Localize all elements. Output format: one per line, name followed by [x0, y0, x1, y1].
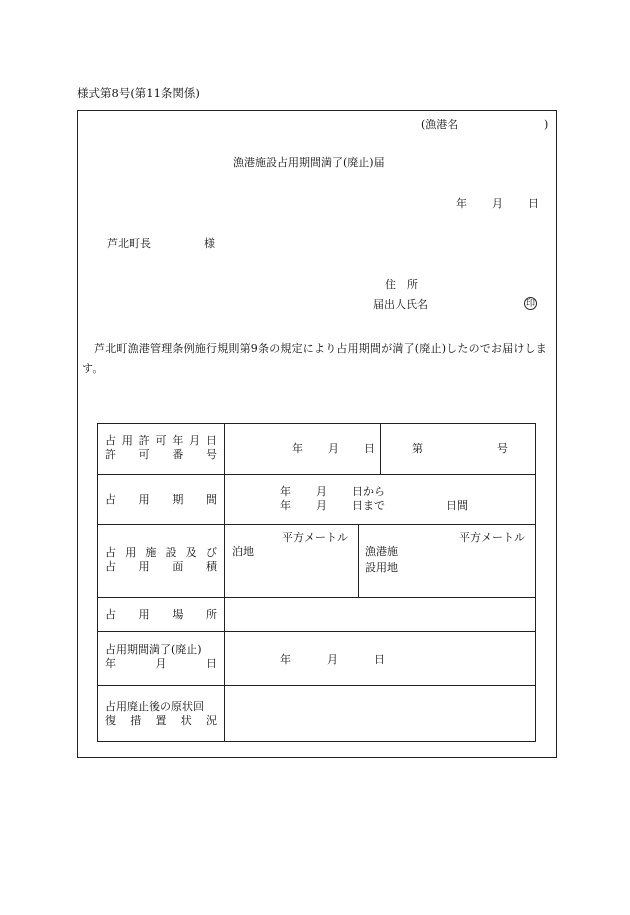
facility-area-label	[105, 546, 217, 574]
table-border-left	[97, 423, 98, 742]
occupancy-location-field[interactable]	[229, 602, 529, 628]
expiration-day: 日	[374, 653, 385, 666]
applicant-name-field[interactable]	[438, 295, 518, 311]
expiration-date-field[interactable]	[229, 637, 529, 681]
expiration-label: 占用期間満了(廃止)	[105, 643, 202, 656]
restoration-status-field[interactable]	[229, 690, 529, 736]
harbor-name-close: )	[544, 118, 549, 131]
harbor-name-field[interactable]	[462, 117, 540, 131]
period-from-month: 月	[316, 485, 327, 498]
application-table	[97, 423, 536, 742]
permit-number-prefix: 第	[412, 442, 423, 455]
table-border-top	[97, 423, 536, 424]
row-divider-3	[97, 597, 536, 598]
period-days: 日間	[446, 499, 468, 512]
permit-number-label: 許 可 番 号	[105, 448, 217, 461]
row-divider-2	[97, 524, 536, 525]
addressee-honorific: 様	[204, 237, 215, 250]
restoration-status-label	[105, 700, 217, 728]
row-divider-5	[97, 685, 536, 686]
expiration-year: 年	[280, 653, 291, 666]
permit-date-label: 占 用 許 可 年 月 日	[105, 434, 217, 447]
permit-date-year: 年	[292, 442, 303, 455]
occupancy-period-field[interactable]	[229, 479, 529, 519]
facility-land-label-1: 漁港施	[365, 545, 398, 558]
expiration-month: 月	[327, 653, 338, 666]
period-to-year: 年	[280, 499, 291, 512]
permit-date-day: 日	[364, 442, 375, 455]
restoration-label: 占用廃止後の原状回	[105, 700, 204, 713]
applicant-address-label: 住 所	[385, 278, 418, 291]
row-divider-4	[97, 631, 536, 632]
anchorage-area-field[interactable]	[257, 547, 353, 591]
body-text: 芦北町漁港管理条例施行規則第9条の規定により占用期間が満了(廃止)したのでお届けします。	[82, 342, 547, 375]
period-to-day: 日まで	[352, 499, 385, 512]
permit-number-suffix: 号	[497, 442, 508, 455]
facility-label: 占 用 施 設 及 び	[105, 546, 217, 559]
facility-land-unit: 平方メートル	[459, 531, 525, 544]
row1-value-divider	[380, 423, 381, 475]
restoration-status-units: 復 措 置 状 況	[105, 714, 217, 727]
permit-number-field[interactable]	[427, 429, 493, 469]
occupancy-period-label: 占 用 期 間	[105, 493, 217, 506]
seal-mark: 印	[525, 299, 535, 309]
row3-value-divider	[358, 524, 359, 598]
facility-land-label-2: 設用地	[365, 561, 398, 574]
date-month: 月	[492, 197, 503, 210]
date-year: 年	[456, 197, 467, 210]
table-border-bottom	[97, 741, 536, 742]
facility-land-area-field[interactable]	[402, 547, 530, 591]
harbor-name-label: (漁港名	[421, 118, 459, 131]
addressee-name: 芦北町長	[107, 237, 151, 250]
permit-date-month: 月	[328, 442, 339, 455]
period-from-day: 日から	[352, 485, 385, 498]
applicant-address-field[interactable]	[430, 275, 540, 291]
permit-date-field[interactable]	[229, 429, 375, 469]
period-to-month: 月	[316, 499, 327, 512]
expiration-date-label	[105, 643, 217, 671]
permit-date-number-label	[105, 434, 217, 462]
date-day: 日	[528, 197, 539, 210]
applicant-name-label: 届出人氏名	[373, 298, 428, 311]
period-from-year: 年	[280, 485, 291, 498]
anchorage-label: 泊地	[232, 545, 254, 558]
area-label: 占 用 面 積	[105, 560, 217, 573]
label-column-divider	[224, 423, 225, 742]
occupancy-location-label: 占 用 場 所	[105, 608, 217, 621]
anchorage-unit: 平方メートル	[282, 531, 348, 544]
expiration-date-units: 年 月 日	[105, 657, 217, 670]
table-border-right	[535, 423, 536, 742]
row-divider-1	[97, 474, 536, 475]
document-title: 漁港施設占用期間満了(廃止)届	[233, 156, 385, 169]
form-number: 様式第8号(第11条関係)	[77, 86, 200, 100]
